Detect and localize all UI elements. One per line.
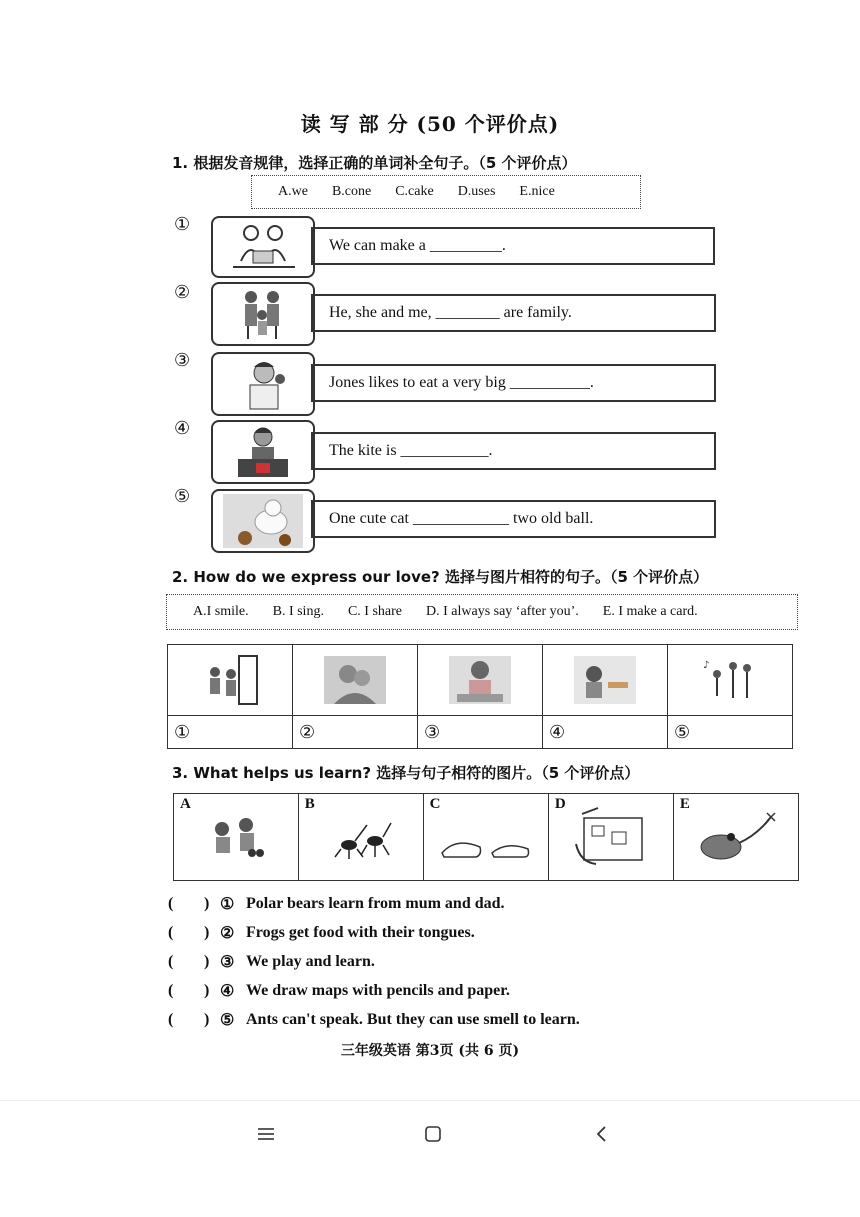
answer-blank-close: ) [204,894,210,912]
sentence-box: He, she and me, ________ are family. [311,294,716,332]
answer-blank-open[interactable]: ( [168,981,174,999]
home-icon[interactable] [418,1119,448,1149]
menu-icon[interactable] [251,1119,281,1149]
page-title: 读 写 部 分 (50 个评价点) [300,112,560,136]
cat-with-ball-icon [211,489,315,553]
line-number: ① [220,895,235,913]
answer-blank-open[interactable]: ( [168,952,174,970]
picture-letter: E [679,796,690,812]
picture-letter: D [554,796,566,812]
line-number: ④ [220,982,235,1000]
section2-picture-grid [167,644,793,749]
system-navbar [0,1100,860,1161]
section2-heading: 2. How do we express our love? 选择与图片相符的句子。（5 个评价点） [172,568,709,586]
answer-blank-close: ) [204,981,210,999]
line-text: Polar bears learn from mum and dad. [246,894,505,912]
option-a: A.I smile. [193,604,249,619]
family-icon [211,282,315,346]
sentence-box: Jones likes to eat a very big __________. [311,364,716,402]
item-number: ② [174,282,191,303]
answer-blank-open[interactable]: ( [168,923,174,941]
line-text: We draw maps with pencils and paper. [246,981,510,999]
section2-options [166,594,798,630]
cell-number: ① [174,721,191,743]
section1-heading: 1. 根据发音规律，选择正确的单词补全句子。（5 个评价点） [172,154,577,172]
sentence-box: One cute cat ____________ two old ball. [311,500,716,538]
cell-number: ③ [424,721,441,743]
sentence-box: The kite is ___________. [311,432,716,470]
match-line [168,889,580,918]
option-e: E. I make a card. [602,604,698,619]
option-b: B. I sing. [272,604,324,619]
item-number: ① [174,214,191,235]
hugging-icon [293,645,417,715]
option-d: D. I always say ‘after you’. [426,604,579,619]
frog-tongue-icon [674,794,798,880]
line-number: ③ [220,953,235,971]
item-number: ③ [174,350,191,371]
page-footer: 三年级英语 第3页 (共 6 页) [340,1043,520,1059]
section3-heading: 3. What helps us learn? 选择与句子相符的图片。（5 个评价点） [172,764,640,782]
answer-blank-close: ) [204,952,210,970]
option-e: E.nice [519,184,555,199]
answer-blank-open[interactable]: ( [168,1010,174,1028]
sentence-box: We can make a _________. [311,227,715,265]
boy-with-kite-icon [211,420,315,484]
kids-playing-icon [174,794,298,880]
boy-eating-icon [211,352,315,416]
sharing-food-icon [543,645,667,715]
match-line [168,947,580,976]
line-number: ② [220,924,235,942]
cell-number: ② [299,721,316,743]
match-line [168,1005,580,1034]
picture-letter: B [304,796,315,812]
match-list [168,889,580,1034]
section3-picture-grid [173,793,799,881]
item-number: ④ [174,418,191,439]
option-c: C.cake [395,184,434,199]
line-text: Ants can't speak. But they can use smell to learn. [246,1010,580,1028]
polar-bears-icon [424,794,548,880]
singing-family-icon [668,645,792,715]
match-line [168,976,580,1005]
option-d: D.uses [457,184,496,199]
svg-text:♪: ♪ [703,660,710,671]
answer-blank-close: ) [204,1010,210,1028]
section1-options [251,175,641,209]
back-icon[interactable] [587,1119,617,1149]
line-number: ⑤ [220,1011,235,1029]
option-a: A.we [278,184,308,199]
line-text: Frogs get food with their tongues. [246,923,475,941]
people-baking-icon [211,216,315,278]
line-text: We play and learn. [246,952,375,970]
item-number: ⑤ [174,486,191,507]
door-holding-icon [168,645,292,715]
cell-number: ⑤ [674,721,691,743]
drawing-map-icon [549,794,673,880]
picture-letter: C [429,796,441,812]
option-b: B.cone [331,184,372,199]
cell-number: ④ [549,721,566,743]
match-line [168,918,580,947]
picture-letter: A [180,796,191,812]
ants-icon [299,794,423,880]
answer-blank-open[interactable]: ( [168,894,174,912]
option-c: C. I share [347,604,402,619]
answer-blank-close: ) [204,923,210,941]
making-card-icon [418,645,542,715]
